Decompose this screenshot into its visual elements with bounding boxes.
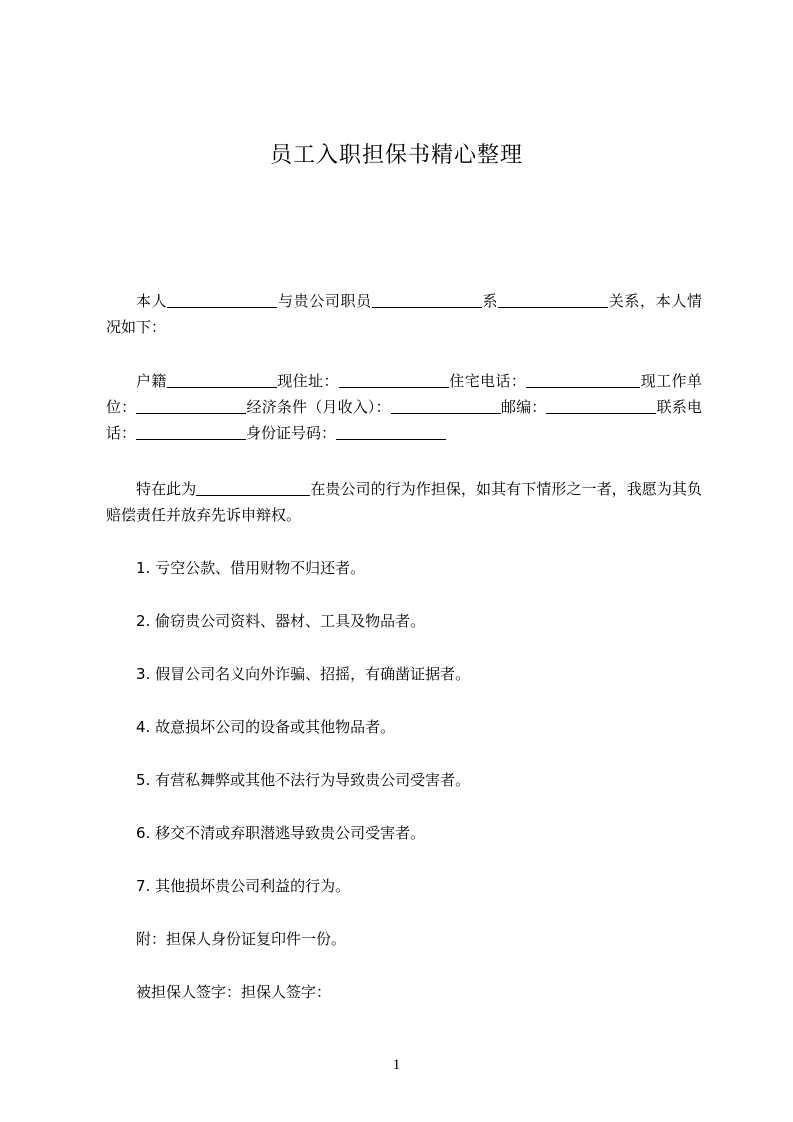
info-label-hukou: 户籍: [136, 372, 167, 390]
list-item: 1. 亏空公款、借用财物不归还者。: [136, 559, 366, 577]
blank-hukou[interactable]: [167, 372, 277, 388]
blank-income[interactable]: [391, 398, 501, 414]
list-item: 2. 偷窃贵公司资料、器材、工具及物品者。: [136, 612, 426, 630]
list-item: 5. 有营私舞弊或其他不法行为导致贵公司受害者。: [136, 771, 471, 789]
info-label-contact-phone: 联系电话：: [106, 398, 702, 442]
info-label-postcode: 邮编：: [500, 398, 547, 416]
signature-line: 被担保人签字：担保人签字：: [136, 983, 332, 1001]
guarantee-text-1: 特在此为: [136, 480, 197, 498]
attachment-note: 附：担保人身份证复印件一份。: [136, 930, 347, 948]
guarantee-text-2: 在贵公司的行为作担保，如其有下情形之一者，我愿为其负赔偿责任并放弃先诉申辩权。: [106, 480, 702, 524]
list-item: 4. 故意损坏公司的设备或其他物品者。: [136, 718, 396, 736]
blank-id-number[interactable]: [336, 424, 446, 440]
info-label-work-unit: 现工作单位：: [106, 372, 702, 416]
blank-work-unit[interactable]: [136, 398, 246, 414]
intro-text-2: 与贵公司职员: [277, 292, 372, 310]
blank-postcode[interactable]: [546, 398, 656, 414]
guarantee-paragraph: [106, 476, 702, 528]
blank-employee[interactable]: [372, 292, 482, 308]
info-label-address: 现住址：: [276, 372, 339, 390]
intro-paragraph: [106, 288, 702, 340]
blank-name[interactable]: [167, 292, 277, 308]
blank-home-phone[interactable]: [526, 372, 640, 388]
page-number: 1: [392, 1057, 401, 1073]
blank-contact-phone[interactable]: [136, 424, 246, 440]
info-label-income: 经济条件（月收入）：: [246, 398, 391, 416]
info-label-home-phone: 住宅电话：: [448, 372, 527, 390]
blank-guaranteed-person[interactable]: [196, 480, 310, 496]
list-item: 3. 假冒公司名义向外诈骗、招摇，有确凿证据者。: [136, 665, 471, 683]
guarantor-info-paragraph: [106, 368, 702, 446]
document-title: 员工入职担保书精心整理: [269, 143, 523, 168]
list-item: 7. 其他损坏贵公司利益的行为。: [136, 877, 351, 895]
intro-text-1: 本人: [136, 292, 168, 310]
intro-text-4: 关系，本人情况如下：: [106, 292, 702, 336]
blank-address[interactable]: [339, 372, 449, 388]
intro-text-3: 系: [481, 292, 499, 310]
blank-relation[interactable]: [498, 292, 608, 308]
info-label-id-number: 身份证号码：: [246, 424, 337, 442]
list-item: 6. 移交不清或弃职潜逃导致贵公司受害者。: [136, 824, 426, 842]
